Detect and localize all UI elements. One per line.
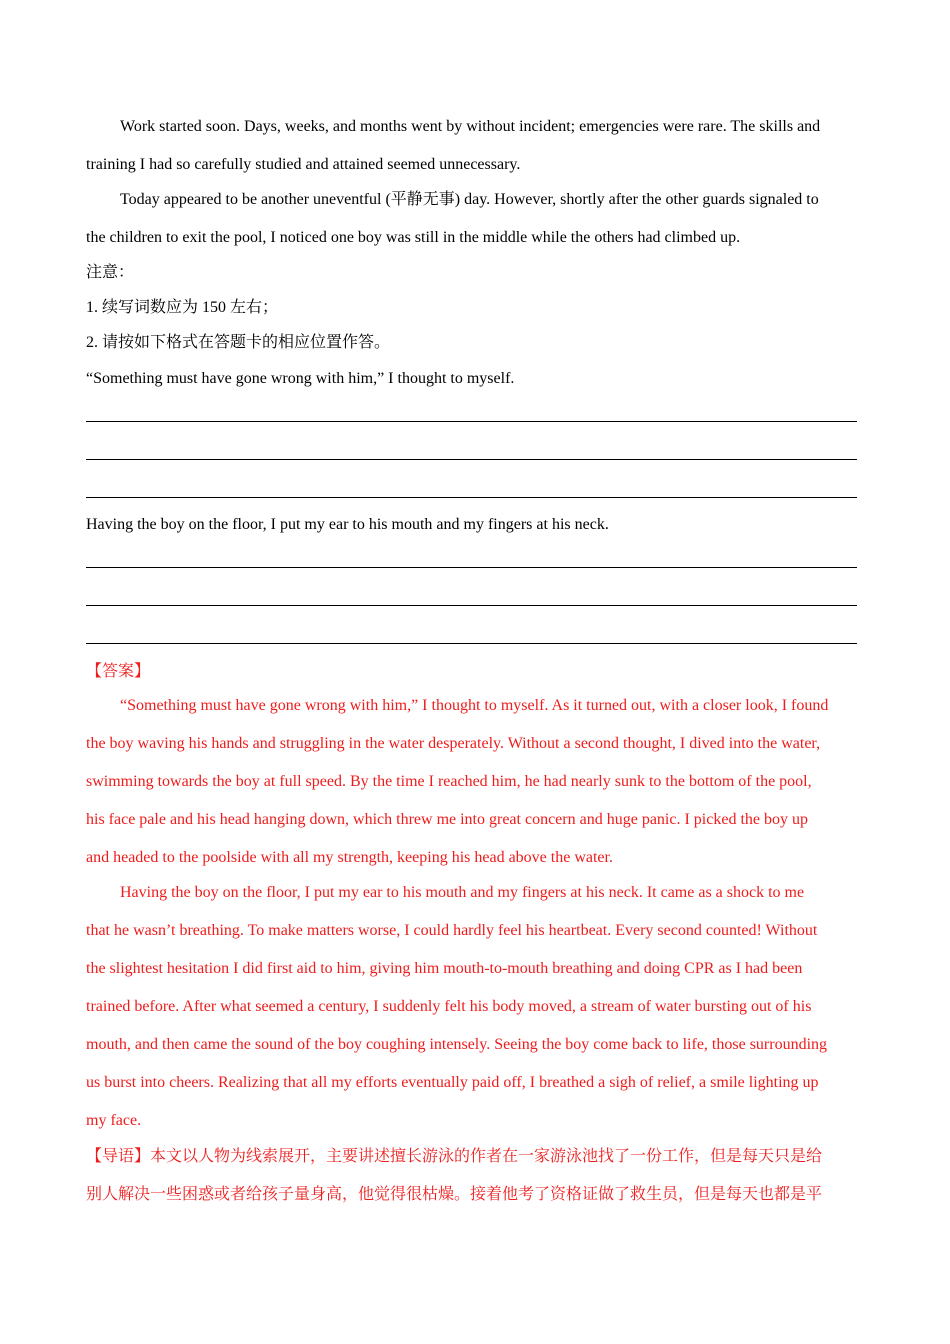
answer-line — [86, 567, 857, 568]
answer-p2-line-6: us burst into cheers. Realizing that all my efforts eventually paid off, I breathed a sigh of relief, a smile lighting up — [86, 1074, 819, 1091]
passage-p1-line-1: Work started soon. Days, weeks, and months went by without incident; emergencies were rare. The skills and — [120, 118, 821, 135]
guide-line-1 — [86, 1147, 822, 1167]
answer-line — [86, 497, 857, 498]
prompt-second: Having the boy on the floor, I put my ear to his mouth and my fingers at his neck. — [86, 516, 609, 533]
answer-p1-line-3: swimming towards the boy at full speed. By the time I reached him, he had nearly sunk to the bottom of the pool, — [86, 773, 812, 790]
answer-p1-line-1: “Something must have gone wrong with him,” I thought to myself. As it turned out, with a closer look, I found — [120, 697, 829, 714]
answer-p1-line-4: his face pale and his head hanging down, which threw me into great concern and huge panic. I picked the boy up — [86, 811, 808, 828]
passage-p1-line-2: training I had so carefully studied and attained seemed unnecessary. — [86, 156, 521, 173]
answer-p1-line-5: and headed to the poolside with all my strength, keeping his head above the water. — [86, 849, 613, 866]
notes-heading: 注意： — [86, 264, 135, 281]
answer-line — [86, 421, 857, 422]
answer-line — [86, 605, 857, 606]
answer-label: 【答案】 — [86, 663, 151, 680]
answer-p1-line-2: the boy waving his hands and struggling in the water desperately. Without a second thought, I dived into the water, — [86, 735, 821, 752]
answer-line — [86, 643, 857, 644]
answer-p2-line-3: the slightest hesitation I did first aid to him, giving him mouth-to-mouth breathing and doing CPR as I had been — [86, 960, 803, 977]
answer-p2-line-2: that he wasn’t breathing. To make matters worse, I could hardly feel his heartbeat. Every second counted! Without — [86, 922, 818, 939]
guide-line-2: 别人解决一些困惑或者给孩子量身高，他觉得很枯燥。接着他考了资格证做了救生员，但是每天也都是平 — [86, 1186, 823, 1203]
notes-item-1: 1. 续写词数应为 150 左右； — [86, 299, 279, 316]
notes-item-2: 2. 请按如下格式在答题卡的相应位置作答。 — [86, 334, 391, 351]
passage-p2-line-1: Today appeared to be another uneventful (平静无事) day. However, shortly after the other guards signaled to — [120, 191, 819, 208]
answer-line — [86, 459, 857, 460]
answer-p2-line-1: Having the boy on the floor, I put my ear to his mouth and my fingers at his neck. It came as a shock to me — [120, 884, 805, 901]
guide-label: 【导语】 — [86, 1148, 151, 1165]
answer-p2-line-7: my face. — [86, 1112, 142, 1129]
answer-p2-line-4: trained before. After what seemed a century, I suddenly felt his body moved, a stream of water bursting out of his — [86, 998, 812, 1015]
passage-p2-line-2: the children to exit the pool, I noticed one boy was still in the middle while the others had climbed up. — [86, 229, 741, 246]
prompt-first: “Something must have gone wrong with him,” I thought to myself. — [86, 370, 515, 387]
answer-p2-line-5: mouth, and then came the sound of the boy coughing intensely. Seeing the boy come back to life, those surrounding — [86, 1036, 828, 1053]
guide-text-1: 本文以人物为线索展开，主要讲述擅长游泳的作者在一家游泳池找了一份工作，但是每天只是给 — [150, 1148, 823, 1165]
